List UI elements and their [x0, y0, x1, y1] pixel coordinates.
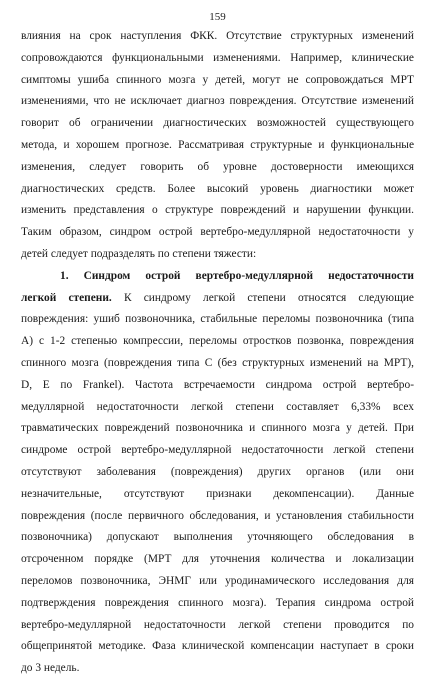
text-line: травматических повреждений позвоночника и спинного мозга у детей. При — [21, 422, 414, 435]
text-line: симптомы ушиба спинного мозга у детей, могут не сопровождаться МРТ — [21, 73, 414, 86]
text-line: метода, и хорошем прогнозе. Рассматривая структурные и функциональные — [21, 138, 414, 151]
text-line: детей следует подразделять по степени тяжести: — [21, 247, 257, 260]
text-line: общепринятой методике. Фаза клинической компенсации наступает в сроки — [21, 640, 414, 653]
text-line: позвоночника) допускают выполнения уточняющего обследования в — [21, 531, 414, 544]
text-line: переломов позвоночника, ЭНМГ или уродинамического исследования для — [21, 574, 414, 587]
text-line: диагностических средств. Более высокий уровень диагностики может — [21, 182, 414, 195]
text-line: сопровождаются функциональными изменениями. Например, клинические — [21, 51, 414, 64]
text-line: повреждения: ушиб позвоночника, стабильные переломы позвоночника (типа — [21, 313, 414, 326]
text-line: подтверждения повреждения спинного мозга). Терапия синдрома острой — [21, 596, 414, 609]
text-line: изменить представления о структуре повреждений и нарушении функции. — [21, 204, 414, 217]
text-line: изменения, следует говорить об уровне достоверности имеющихся — [21, 160, 414, 173]
text-line: незначительные, отсутствуют признаки декомпенсации). Данные — [21, 487, 414, 500]
text-line: отсроченном порядке (МРТ для уточнения количества и локализации — [21, 553, 414, 566]
text-line: Таким образом, синдром острой вертебро-медуллярной недостаточности у — [21, 226, 414, 239]
text-line: отсутствуют заболевания (повреждения) других органов (или они — [21, 465, 414, 478]
text-line: медуллярной недостаточности легкой степени составляет 6,33% всех — [21, 400, 414, 413]
section-heading: 1. Синдром острой вертебро-медуллярной недостаточности — [60, 269, 414, 282]
text-line: повреждения (после первичного обследования, и установления стабильности — [21, 509, 414, 522]
text-line: до 3 недель. — [21, 662, 80, 675]
section-text-start: К синдрому легкой степени относятся следующие — [111, 291, 414, 304]
text-line: влияния на срок наступления ФКК. Отсутствие структурных изменений — [21, 30, 414, 42]
text-line: А) с 1-2 степенью компрессии, переломы отростков позвонка, повреждения — [21, 335, 414, 348]
text-line: спинного мозга (повреждения типа С (без структурных изменений на МРТ), — [21, 356, 414, 369]
text-line: синдроме острой вертебро-медуллярной недостаточности легкой степени — [21, 444, 414, 457]
text-line: D, Е по Frankel). Частота встречаемости синдрома острой вертебро- — [21, 378, 414, 391]
section-heading-end: легкой степени. — [21, 291, 112, 304]
text-line: говорит об ограничении диагностических возможностей существующего — [21, 117, 414, 130]
document-body — [21, 26, 414, 680]
text-line: вертебро-медуллярной недостаточности легкой степени проводится по — [21, 618, 414, 631]
section-heading-continuation — [21, 288, 414, 310]
text-line: изменениями, что не исключает диагноз повреждения. Отсутствие изменений — [21, 95, 414, 108]
page-number: 159 — [209, 11, 226, 23]
